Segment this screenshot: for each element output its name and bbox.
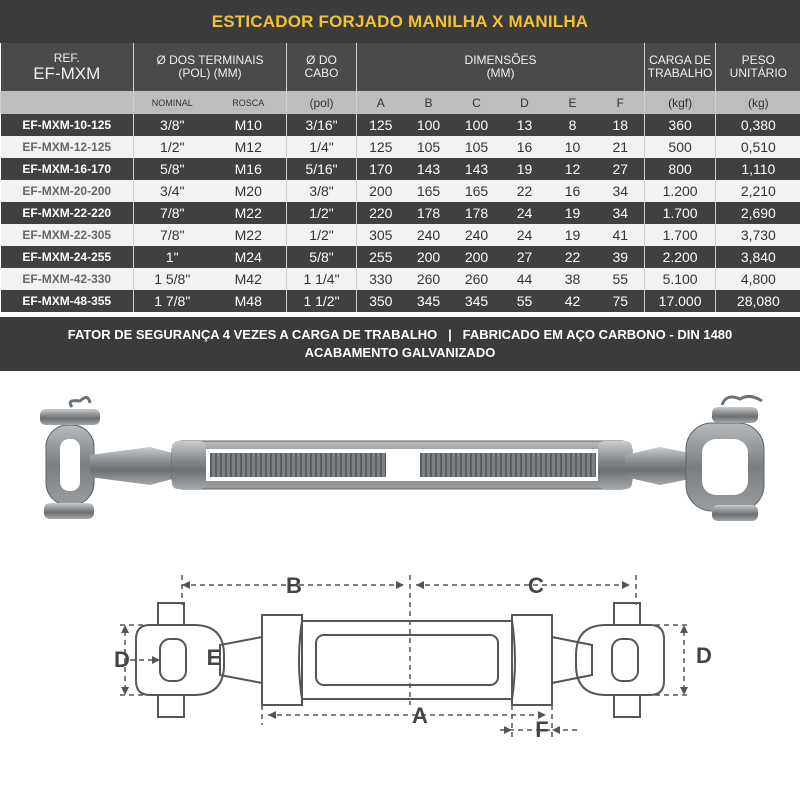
cell-ref: EF-MXM-20-200 [1,180,134,202]
cell-cabo: 1 1/4" [287,268,357,290]
cell-f: 27 [597,158,645,180]
cell-ref: EF-MXM-10-125 [1,114,134,136]
cell-carga: 500 [645,136,716,158]
cell-nominal: 1/2" [134,136,211,158]
load-label-2: TRABALHO [647,66,713,80]
cell-d: 24 [501,224,549,246]
cell-cabo: 3/16" [287,114,357,136]
cable-label-2: CABO [304,66,339,80]
spec-table [0,43,800,312]
turnbuckle-photo [0,385,800,545]
cell-e: 19 [549,224,597,246]
cell-carga: 2.200 [645,246,716,268]
cell-f: 41 [597,224,645,246]
cable-header [287,43,357,91]
cell-c: 345 [453,290,501,312]
cell-c: 165 [453,180,501,202]
page-title: ESTICADOR FORJADO MANILHA X MANILHA [211,11,589,31]
weight-header [716,43,800,91]
cell-d: 19 [501,158,549,180]
cell-carga: 1.200 [645,180,716,202]
title-bar [0,0,800,43]
cell-b: 100 [405,114,453,136]
label-a: A [412,703,428,728]
footer-line-2: ACABAMENTO GALVANIZADO [304,345,496,360]
cell-a: 170 [357,158,405,180]
cell-carga: 360 [645,114,716,136]
cell-b: 105 [405,136,453,158]
cell-d: 22 [501,180,549,202]
cell-e: 42 [549,290,597,312]
cell-b: 200 [405,246,453,268]
dimensions-header [357,43,645,91]
cable-label: Ø DO [306,53,337,67]
cell-nominal: 7/8" [134,224,211,246]
subheader-c: C [453,91,501,114]
cell-d: 16 [501,136,549,158]
cell-carga: 5.100 [645,268,716,290]
cell-b: 345 [405,290,453,312]
subheader-pol: (pol) [287,91,357,114]
table-row [1,114,800,136]
terminals-label: Ø DOS TERMINAIS [156,53,264,67]
cell-nominal: 7/8" [134,202,211,224]
cell-c: 200 [453,246,501,268]
cell-c: 240 [453,224,501,246]
cell-d: 24 [501,202,549,224]
cell-carga: 17.000 [645,290,716,312]
cell-peso: 0,380 [716,114,800,136]
cell-nominal: 3/4" [134,180,211,202]
cell-a: 255 [357,246,405,268]
cell-e: 12 [549,158,597,180]
dimensions-unit: (MM) [486,66,515,80]
cell-nominal: 1 5/8" [134,268,211,290]
cell-cabo: 1/2" [287,202,357,224]
subheader-b: B [405,91,453,114]
label-d-right: D [696,643,712,668]
cell-nominal: 5/8" [134,158,211,180]
cell-f: 75 [597,290,645,312]
ref-code: EF-MXM [33,64,101,83]
cell-peso: 1,110 [716,158,800,180]
cell-peso: 4,800 [716,268,800,290]
cell-nominal: 1 7/8" [134,290,211,312]
cell-carga: 800 [645,158,716,180]
subheader-rosca: ROSCA [211,91,287,114]
cell-peso: 2,210 [716,180,800,202]
right-shackle [625,396,764,521]
cell-a: 305 [357,224,405,246]
terminals-header [134,43,287,91]
subheader-e: E [549,91,597,114]
cell-c: 100 [453,114,501,136]
cell-peso: 28,080 [716,290,800,312]
label-f: F [535,717,549,742]
header-row [1,43,800,91]
cell-d: 27 [501,246,549,268]
cell-a: 220 [357,202,405,224]
label-c: C [528,573,544,598]
cell-ref: EF-MXM-24-255 [1,246,134,268]
table-row [1,180,800,202]
label-e: E [206,645,222,670]
cell-ref: EF-MXM-16-170 [1,158,134,180]
cell-e: 10 [549,136,597,158]
cell-b: 240 [405,224,453,246]
cell-ref: EF-MXM-12-125 [1,136,134,158]
cell-rosca: M10 [211,114,287,136]
footer-line-1: FATOR DE SEGURANÇA 4 VEZES A CARGA DE TRABALHO | FABRICADO EM AÇO CARBONO - DIN 1480 [67,327,733,342]
cell-f: 21 [597,136,645,158]
cell-cabo: 5/8" [287,246,357,268]
cell-carga: 1.700 [645,224,716,246]
cell-ref: EF-MXM-22-220 [1,202,134,224]
cell-c: 105 [453,136,501,158]
dimension-lines [120,575,690,740]
cell-cabo: 1 1/2" [287,290,357,312]
cell-f: 34 [597,202,645,224]
table-row [1,202,800,224]
cell-e: 16 [549,180,597,202]
ref-label: REF. [53,51,80,65]
table-row [1,268,800,290]
cell-d: 13 [501,114,549,136]
subheader-f: F [597,91,645,114]
label-b: B [286,573,302,598]
left-shackle [40,397,180,519]
ref-header [1,43,134,91]
label-d-left: D [114,647,130,672]
cell-peso: 3,840 [716,246,800,268]
subheader-d: D [501,91,549,114]
load-header [645,43,716,91]
cell-c: 260 [453,268,501,290]
cell-e: 22 [549,246,597,268]
dimension-drawing [0,565,800,810]
subheader-kg: (kg) [716,91,800,114]
table-row [1,158,800,180]
table-row [1,224,800,246]
cell-a: 125 [357,136,405,158]
cell-a: 125 [357,114,405,136]
cell-e: 19 [549,202,597,224]
cell-ref: EF-MXM-48-355 [1,290,134,312]
cell-b: 260 [405,268,453,290]
cell-cabo: 5/16" [287,158,357,180]
cell-rosca: M12 [211,136,287,158]
cell-rosca: M48 [211,290,287,312]
cell-a: 200 [357,180,405,202]
table-row [1,290,800,312]
cell-b: 178 [405,202,453,224]
cell-peso: 3,730 [716,224,800,246]
cell-rosca: M16 [211,158,287,180]
cell-c: 178 [453,202,501,224]
cell-a: 330 [357,268,405,290]
cell-ref: EF-MXM-22-305 [1,224,134,246]
cell-ref: EF-MXM-42-330 [1,268,134,290]
cell-d: 55 [501,290,549,312]
cell-e: 38 [549,268,597,290]
cell-b: 143 [405,158,453,180]
cell-f: 39 [597,246,645,268]
cell-e: 8 [549,114,597,136]
cell-rosca: M42 [211,268,287,290]
subheader-nominal: NOMINAL [134,91,211,114]
cell-rosca: M24 [211,246,287,268]
table-row [1,246,800,268]
cell-cabo: 1/4" [287,136,357,158]
load-label: CARGA DE [649,53,712,67]
turnbuckle-body [172,441,632,489]
cell-cabo: 1/2" [287,224,357,246]
table-row [1,136,800,158]
cell-f: 18 [597,114,645,136]
cell-carga: 1.700 [645,202,716,224]
subheader-a: A [357,91,405,114]
cell-d: 44 [501,268,549,290]
cell-f: 55 [597,268,645,290]
subheader-row [1,91,800,114]
terminals-unit: (POL) (MM) [178,66,242,80]
cell-c: 143 [453,158,501,180]
footer-band [0,317,800,371]
cell-cabo: 3/8" [287,180,357,202]
cell-rosca: M22 [211,224,287,246]
subheader-kgf: (kgf) [645,91,716,114]
cell-rosca: M22 [211,202,287,224]
cell-peso: 0,510 [716,136,800,158]
cell-f: 34 [597,180,645,202]
cell-rosca: M20 [211,180,287,202]
cell-peso: 2,690 [716,202,800,224]
dimensions-label: DIMENSÕES [464,53,537,67]
cell-nominal: 1" [134,246,211,268]
cell-nominal: 3/8" [134,114,211,136]
cell-a: 350 [357,290,405,312]
subheader-ref-blank [1,91,134,114]
weight-label: PESO [741,53,776,67]
cell-b: 165 [405,180,453,202]
weight-label-2: UNITÁRIO [729,66,788,80]
